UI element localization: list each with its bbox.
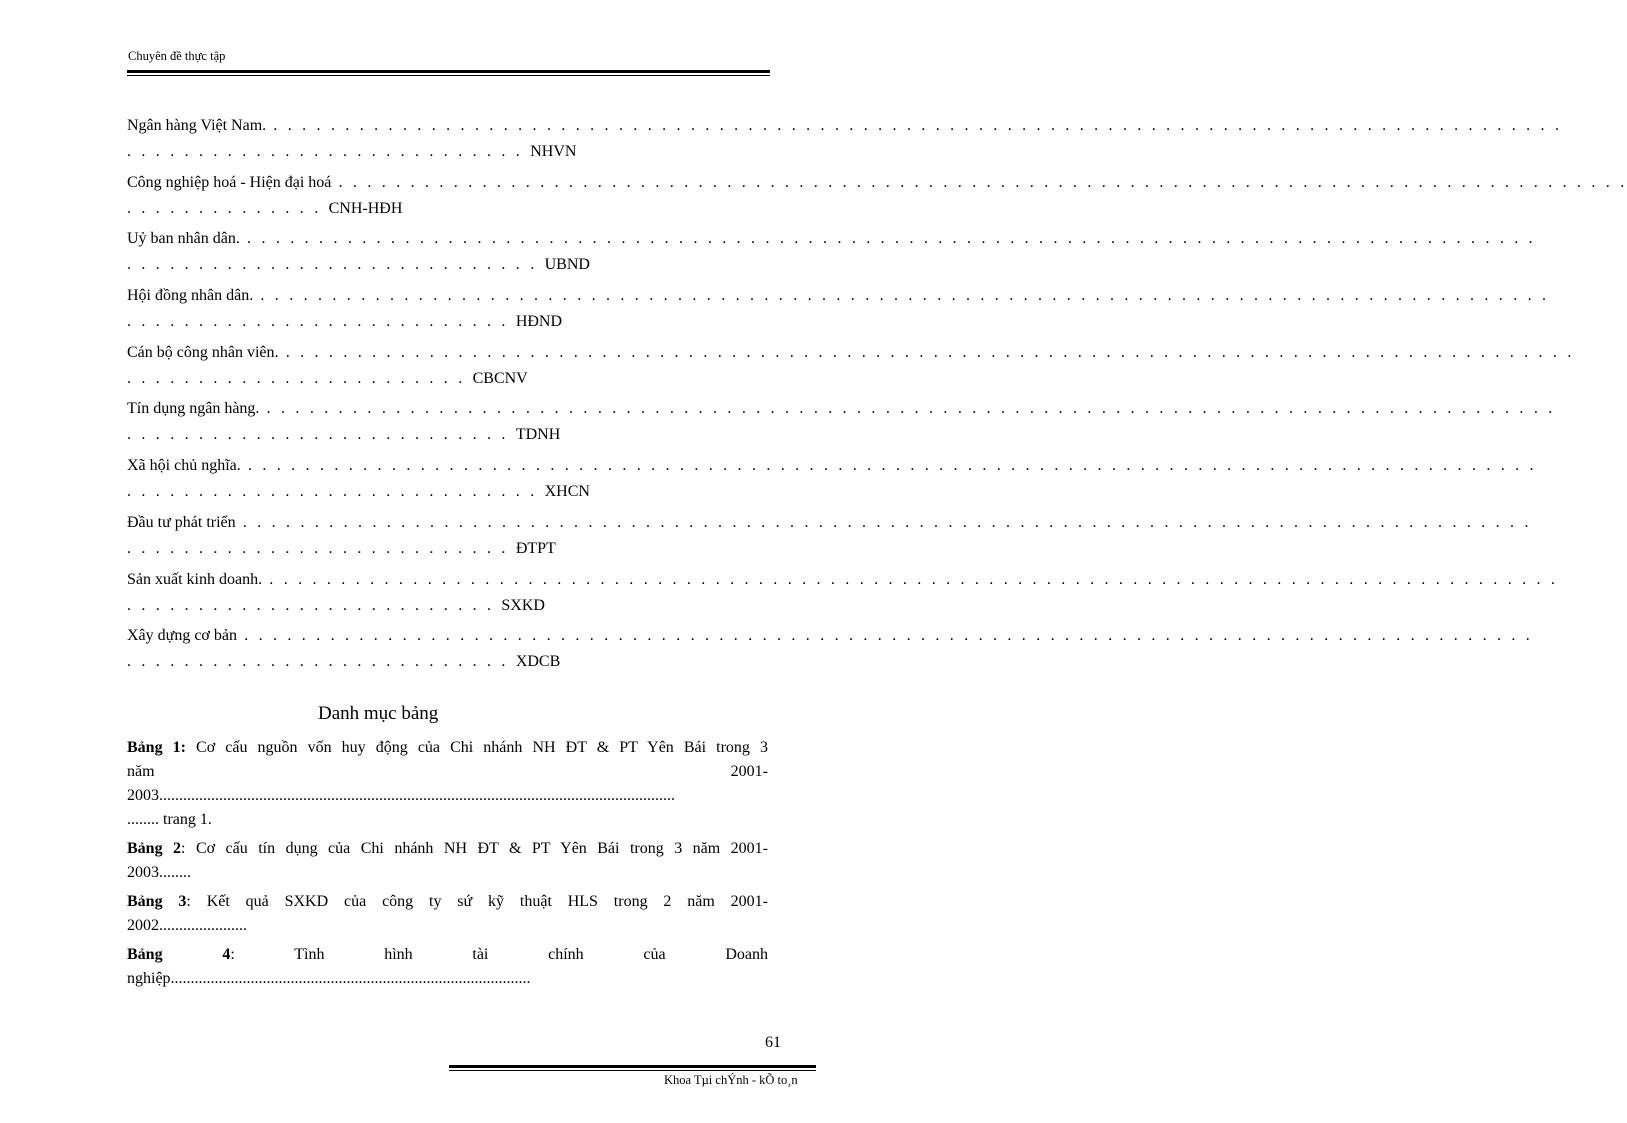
abbreviation-code: SXKD xyxy=(501,596,545,614)
abbreviation-item xyxy=(127,623,1533,680)
table-label: Bảng 3 xyxy=(127,893,187,910)
table-entry-line: ........ trang 1. xyxy=(127,811,212,828)
abbreviation-term: Hội đồng nhân dân. xyxy=(127,287,254,305)
dot-leader: . . . . . . . . . . . . . . . . . . . . . . . . . . . . . . . . . . . . . . . . . . . . . . . . . . . . . . . . . . . . . . . . . . . . . . . . . . . . . . . . . . . . . . . . . . xyxy=(237,627,1533,645)
dot-leader: . . . . . . . . . . . . . . . . . . . . . . . . . . . . . . . . . . . . . . . . . . . . . . . . . . . . . . . . . . . . . . . . . . . . . . . . . . . . . . . . . . . . . . . . . . xyxy=(278,343,1575,361)
table-entry-line xyxy=(127,736,768,760)
table-entry-4 xyxy=(127,943,768,991)
dot-leader: . . . . . . . . . . . . . . . . . . . . . . . . . . . . . . . . . . . . . . . . . . . . . . . . . . . . . . . . . . . . . . . . . . . . . . . . . . . . . . . . . . . . . . . . . . xyxy=(235,513,1532,531)
table-caption: Cơ cấu nguồn vốn huy động của Chi nhánh NH ĐT & PT Yên Bái trong 3 xyxy=(185,739,768,756)
abbreviation-code-line xyxy=(127,366,768,392)
dot-leader: . . . . . . . . . . . . . . . . . . . . . . . . . . . . . . . . . . . . . . . . . . . . . . . . . . . . . . . . . . . . . . . . . . . . . . . . . . . . . . . . . . . . . . . . . . xyxy=(259,400,1556,418)
table-entry-line: 2003................................................................................................................................. xyxy=(127,787,675,804)
dot-leader: . . . . . . . . . . . . . . . . . . . . . . . . . . . . xyxy=(127,143,531,160)
abbreviation-term: Xây dựng cơ bản xyxy=(127,627,237,645)
abbreviation-item xyxy=(127,567,1559,624)
abbreviation-code-line xyxy=(127,536,768,562)
abbreviation-code: TDNH xyxy=(515,426,561,444)
abbreviation-item xyxy=(127,453,1537,510)
abbreviation-item xyxy=(127,226,1536,283)
abbreviation-item xyxy=(127,510,1532,567)
footer-rule-thin xyxy=(449,1070,816,1071)
header-rule-thick xyxy=(127,70,770,73)
footer-rule-thick xyxy=(449,1065,816,1068)
running-footer: Khoa Tµi chÝnh - kÕ to¸n xyxy=(664,1073,798,1087)
abbreviation-term: Cán bộ công nhân viên. xyxy=(127,343,279,361)
section-title: Danh mục bảng xyxy=(318,703,439,724)
abbreviation-code: CNH-HĐH xyxy=(328,199,403,217)
abbreviation-term-line xyxy=(127,567,1559,593)
dot-leader: . . . . . . . . . . . . . . . . . . . . . . . . . . . . . xyxy=(127,483,545,501)
table-entry-line xyxy=(127,837,768,861)
abbreviation-code-line xyxy=(127,593,768,619)
abbreviation-term: Sản xuất kinh doanh. xyxy=(127,570,263,588)
table-entry-2 xyxy=(127,837,768,885)
table-entry-line: 2003........ xyxy=(127,864,191,881)
abbreviation-item xyxy=(127,113,1563,170)
header-rule-thin xyxy=(127,75,770,76)
table-label: Bảng 2 xyxy=(127,840,182,857)
abbreviation-term-line xyxy=(127,396,1556,422)
abbreviation-term-line xyxy=(127,340,1575,366)
abbreviation-term: Tín dụng ngân hàng. xyxy=(127,400,260,418)
table-label: Bảng 4 xyxy=(127,946,231,963)
dot-leader: . . . . . . . . . . . . . . . . . . . . . . . . . . . . . . . . . . . . . . . . . . . . . . . . . . . . . . . . . . . . . . . . . . . . . . . . . . . . . . . . . . . . . . . . . . xyxy=(262,570,1559,588)
abbreviation-term: Xã hội chủ nghĩa. xyxy=(127,457,241,475)
dot-leader: . . . . . . . . . . . . . . . . . . . . . . . . . . . . . . . . . . . . . . . . . . . . . . . . . . . . . . . . . . . . . . . . . . . . . . . . . . . . . . . . . . . . . . . . . . xyxy=(266,117,1563,134)
dot-leader: . . . . . . . . . . . . . . . . . . . . . . . . . . . . . xyxy=(127,256,545,274)
abbreviation-item xyxy=(127,340,1575,397)
dot-leader: . . . . . . . . . . . . . . . . . . . . . . . . . . . . . . . . . . . . . . . . . . . . . . . . . . . . . . . . . . . . . . . . . . . . . . . . . . . . . . . . . . . . . . . . . . xyxy=(239,230,1536,248)
table-entry-line xyxy=(127,890,768,914)
abbreviation-code-line xyxy=(127,649,768,675)
running-header: Chuyên đề thực tập xyxy=(128,49,226,63)
abbreviation-term-line xyxy=(127,283,1550,309)
table-caption: : Tình hình tài chính của Doanh xyxy=(230,946,769,963)
abbreviation-code: CBCNV xyxy=(472,369,528,387)
dot-leader: . . . . . . . . . . . . . . . . . . . . . . . . xyxy=(127,369,473,387)
dot-leader: . . . . . . . . . . . . . . . . . . . . . . . . . . . . . . . . . . . . . . . . . . . . . . . . . . . . . . . . . . . . . . . . . . . . . . . . . . . . . . . . . . . . . . . . . . xyxy=(253,287,1550,305)
abbreviation-item xyxy=(127,396,1556,453)
dot-leader: . . . . . . . . . . . . . . . . . . . . . . . . . . . xyxy=(127,313,516,331)
table-caption: : Kết quả SXKD của công ty sứ kỹ thuật HLS trong 2 năm 2001- xyxy=(186,893,768,910)
abbreviation-code-line xyxy=(127,422,768,448)
table-entry-line: 2002...................... xyxy=(127,917,247,934)
dot-leader: . . . . . . . . . . . . . . xyxy=(127,199,329,217)
abbreviation-term: Đầu tư phát triển xyxy=(127,513,236,531)
page-number: 61 xyxy=(765,1034,781,1051)
abbreviation-list xyxy=(127,113,1627,680)
abbreviation-code-line xyxy=(127,139,768,165)
abbreviation-term: Ngân hàng Việt Nam. xyxy=(127,117,267,134)
dot-leader: . . . . . . . . . . . . . . . . . . . . . . . . . . xyxy=(127,596,502,614)
abbreviation-code: XDCB xyxy=(515,653,561,671)
abbreviation-code-line xyxy=(127,252,768,278)
abbreviation-term-line xyxy=(127,510,1532,536)
dot-leader: . . . . . . . . . . . . . . . . . . . . . . . . . . . xyxy=(127,426,516,444)
table-entry-3 xyxy=(127,890,768,938)
table-entry-line: năm 2001- xyxy=(127,763,768,780)
abbreviation-code-line xyxy=(127,196,768,222)
table-label: Bảng 1: xyxy=(127,739,186,756)
abbreviation-item xyxy=(127,170,1627,227)
abbreviation-code: HĐND xyxy=(515,313,563,331)
abbreviation-code-line xyxy=(127,479,768,505)
dot-leader: . . . . . . . . . . . . . . . . . . . . . . . . . . . xyxy=(127,539,516,557)
table-entry-line: nghiệp.......................................................................................... xyxy=(127,970,531,987)
abbreviation-code: ĐTPT xyxy=(515,539,556,557)
abbreviation-term-line xyxy=(127,113,1563,139)
table-list xyxy=(127,736,768,996)
abbreviation-term-line xyxy=(127,226,1536,252)
table-caption: : Cơ cấu tín dụng của Chi nhánh NH ĐT & PT Yên Bái trong 3 năm 2001- xyxy=(181,840,769,857)
abbreviation-code: UBND xyxy=(544,256,590,274)
abbreviation-term-line xyxy=(127,623,1533,649)
abbreviation-term: Công nghiệp hoá - Hiện đại hoá xyxy=(127,173,332,191)
abbreviation-code-line xyxy=(127,309,768,335)
abbreviation-code: NHVN xyxy=(530,143,577,160)
abbreviation-code: XHCN xyxy=(544,483,590,501)
dot-leader: . . . . . . . . . . . . . . . . . . . . . . . . . . . . . . . . . . . . . . . . . . . . . . . . . . . . . . . . . . . . . . . . . . . . . . . . . . . . . . . . . . . . . . . . . . xyxy=(240,457,1537,475)
abbreviation-term-line xyxy=(127,453,1537,479)
abbreviation-term-line xyxy=(127,170,1627,196)
dot-leader: . . . . . . . . . . . . . . . . . . . . . . . . . . . . . . . . . . . . . . . . . . . . . . . . . . . . . . . . . . . . . . . . . . . . . . . . . . . . . . . . . . . . . . . . . . xyxy=(331,173,1627,191)
abbreviation-item xyxy=(127,283,1550,340)
abbreviation-term: Uỷ ban nhân dân. xyxy=(127,230,240,248)
table-entry-line xyxy=(127,943,768,967)
table-entry-1 xyxy=(127,736,768,832)
dot-leader: . . . . . . . . . . . . . . . . . . . . . . . . . . . xyxy=(127,653,516,671)
